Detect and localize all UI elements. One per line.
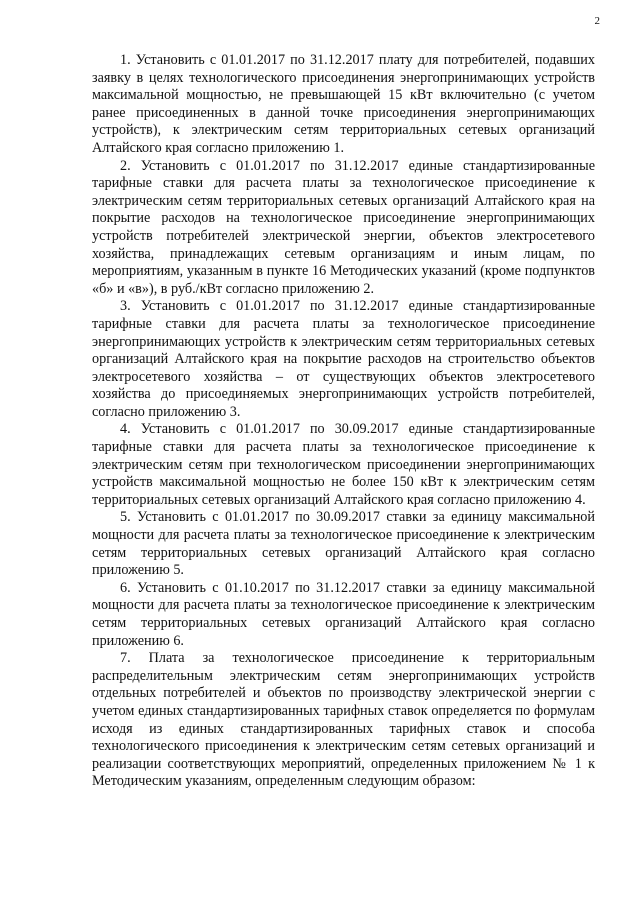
paragraph-1: 1. Установить с 01.01.2017 по 31.12.2017 плату для потребителей, подавших заявку в целях технологического присоединения энергопринимающих устройств максимальной мощностью, не превышающей 15 кВт включительно (с учетом ранее присоединенных в данной точке присоединения энергопринимающих устройств), к электрическим сетям территориальных сетевых организаций Алтайского края согласно приложению 1. [92, 52, 595, 156]
paragraph-4: 4. Установить с 01.01.2017 по 30.09.2017 единые стандартизированные тарифные ставки для расчета платы за технологическое присоединение к электрическим сетям при технологическом присоединении энергопринимающих устройств максимальной мощностью не более 150 кВт к электрическим сетям территориальных сетевых организаций Алтайского края согласно приложению 4. [92, 421, 595, 508]
paragraph-7: 7. Плата за технологическое присоединение к территориальным распределительным электрическим сетям энергопринимающих устройств отдельных потребителей и объектов по производству электрической энергии с учетом единых стандартизированных тарифных ставок определяется по формулам исходя из единых стандартизированных тарифных ставок и способа технологического присоединения к электрическим сетям сетевых организаций и реализации соответствующих мероприятий, определенных приложением № 1 к Методическим указаниям, определенным следующим образом: [92, 650, 595, 790]
paragraph-5: 5. Установить с 01.01.2017 по 30.09.2017 ставки за единицу максимальной мощности для расчета платы за технологическое присоединение к электрическим сетям территориальных сетевых организаций Алтайского края согласно приложению 5. [92, 509, 595, 579]
page-number: 2 [594, 15, 600, 27]
document-body [92, 52, 595, 791]
paragraph-3: 3. Установить с 01.01.2017 по 31.12.2017 единые стандартизированные тарифные ставки для расчета платы за технологическое присоединение энергопринимающих устройств к электрическим сетям территориальных сетевых организаций Алтайского края на покрытие расходов на строительство объектов электросетевого хозяйства – от существующих объектов электросетевого хозяйства до присоединяемых энергопринимающих устройств потребителей, согласно приложению 3. [92, 298, 595, 420]
paragraph-2: 2. Установить с 01.01.2017 по 31.12.2017 единые стандартизированные тарифные ставки для расчета платы за технологическое присоединение к электрическим сетям территориальных сетевых организаций Алтайского края на покрытие расходов на технологическое присоединение энергопринимающих устройств потребителей электрической энергии, объектов электросетевого хозяйства, принадлежащих сетевым организациям и иным лицам, по мероприятиям, указанным в пункте 16 Методических указаний (кроме подпунктов «б» и «в»), в руб./кВт согласно приложению 2. [92, 157, 595, 297]
paragraph-6: 6. Установить с 01.10.2017 по 31.12.2017 ставки за единицу максимальной мощности для расчета платы за технологическое присоединение к электрическим сетям территориальных сетевых организаций Алтайского края согласно приложению 6. [92, 579, 595, 649]
